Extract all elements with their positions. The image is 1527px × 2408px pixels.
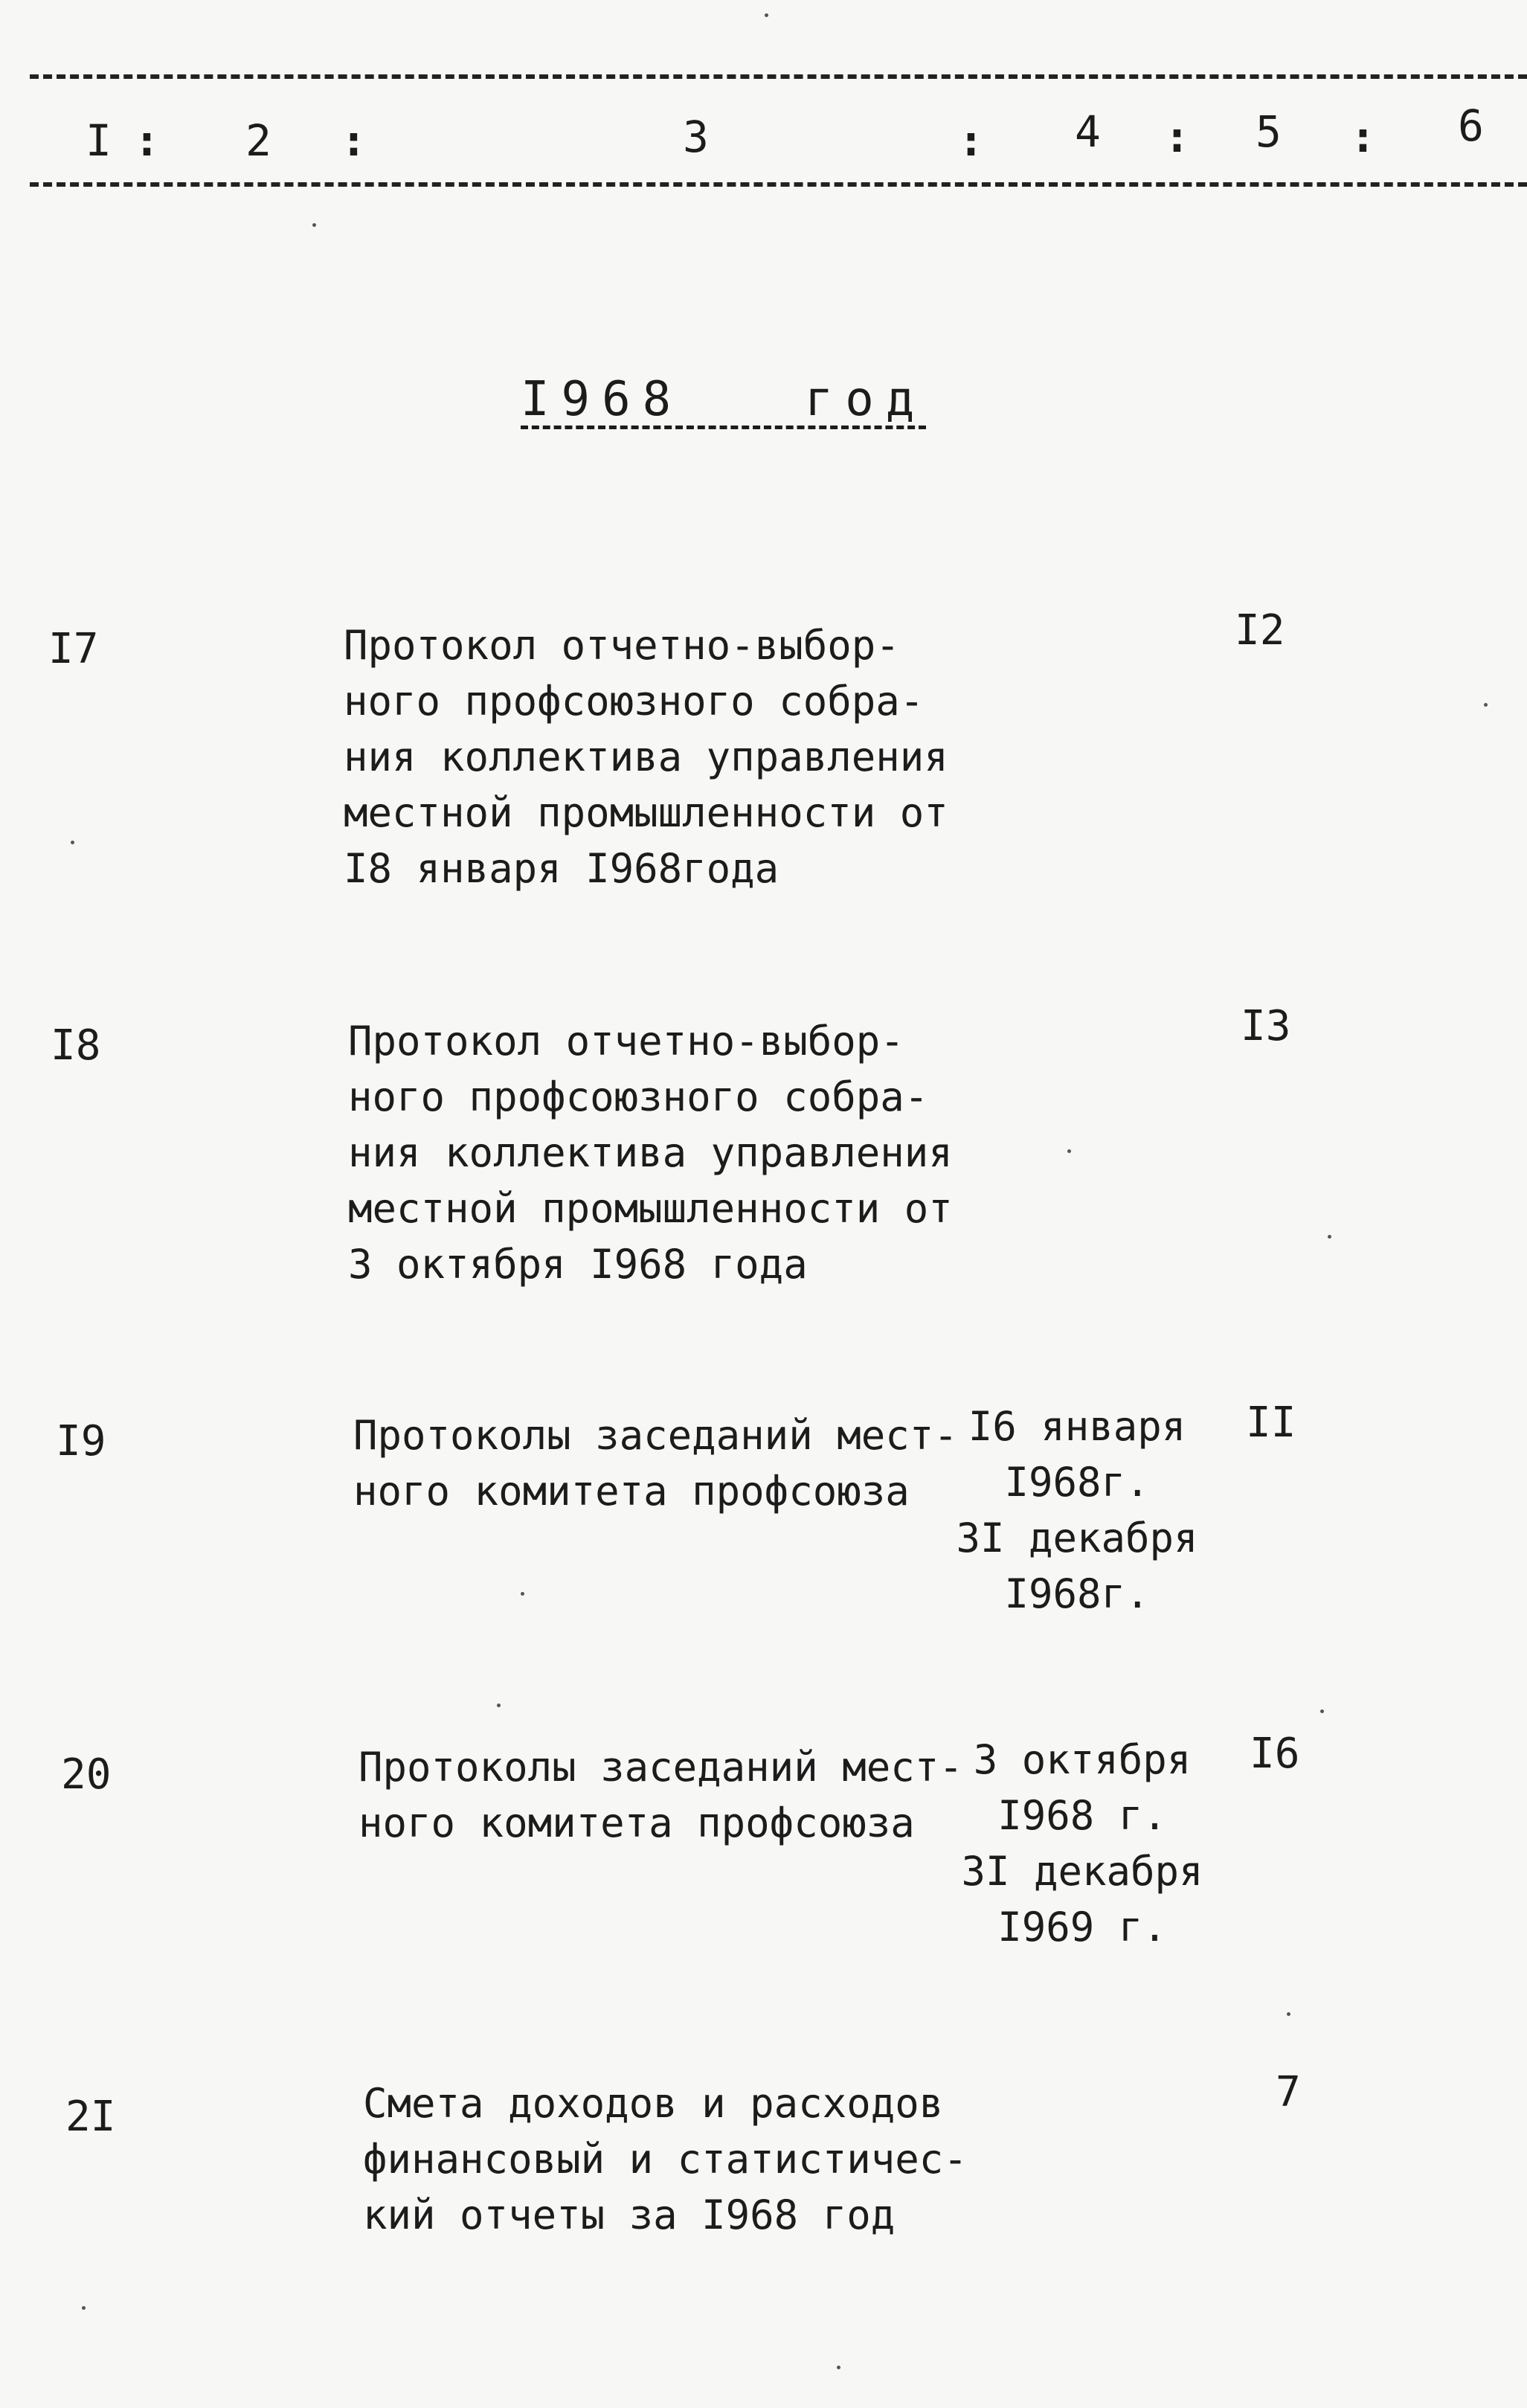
column-separator: : [341,115,367,166]
scan-speck [82,2306,86,2310]
column-header-6: 6 [1458,100,1484,151]
scan-speck [1484,703,1488,707]
entry-number: 20 [61,1750,112,1799]
entry-sheet-count: I2 [1235,606,1285,655]
entry-sheet-count: I6 [1250,1730,1300,1778]
entry-sheet-count: II [1246,1399,1296,1447]
entry-sheet-count: 7 [1276,2068,1301,2116]
scan-speck [521,1592,524,1596]
entry-number: I7 [48,625,99,673]
scan-speck [1328,1235,1331,1239]
entry-title: Смета доходов и расходов финансовый и статистичес- кий отчеты за I968 год [363,2080,968,2238]
header-bottom-rule [30,182,1527,187]
entry-title: Протоколы заседаний мест- ного комитета профсоюза [353,1412,958,1515]
scan-speck [765,13,768,17]
header-top-rule [30,74,1527,79]
entry-number: I9 [56,1417,106,1465]
scan-speck [837,2366,840,2369]
scan-speck [1320,1709,1324,1713]
scan-speck [312,223,316,227]
column-header-3: 3 [683,112,709,162]
entry-title: Протокол отчетно-выбор- ного профсоюзного собра- ния коллектива управления местной промышленности от I8 января I968года [344,622,948,892]
column-separator: : [958,115,984,166]
year-heading: I968 год [521,372,927,427]
column-header-1: I [86,115,112,166]
column-separator: : [134,115,160,166]
entry-title: Протоколы заседаний мест- ного комитета профсоюза [359,1744,963,1846]
entry-number: 2I [65,2093,116,2141]
entry-dates: I6 января I968г. 3I декабря I968г. [956,1403,1198,1617]
column-separator: : [1164,112,1190,162]
scan-speck [71,841,74,844]
entry-dates: 3 октября I968 г. 3I декабря I969 г. [961,1736,1203,1951]
entry-title: Протокол отчетно-выбор- ного профсоюзного собра- ния коллектива управления местной промышленности от 3 октября I968 года [348,1018,953,1288]
scan-speck [497,1704,501,1707]
column-header-4: 4 [1075,106,1101,157]
entry-number: I8 [51,1021,101,1070]
column-header-2: 2 [245,115,271,166]
entry-sheet-count: I3 [1241,1002,1291,1050]
column-header-5: 5 [1256,106,1282,157]
column-separator: : [1350,112,1376,162]
scan-speck [1067,1149,1071,1153]
scan-speck [1287,2012,1290,2016]
